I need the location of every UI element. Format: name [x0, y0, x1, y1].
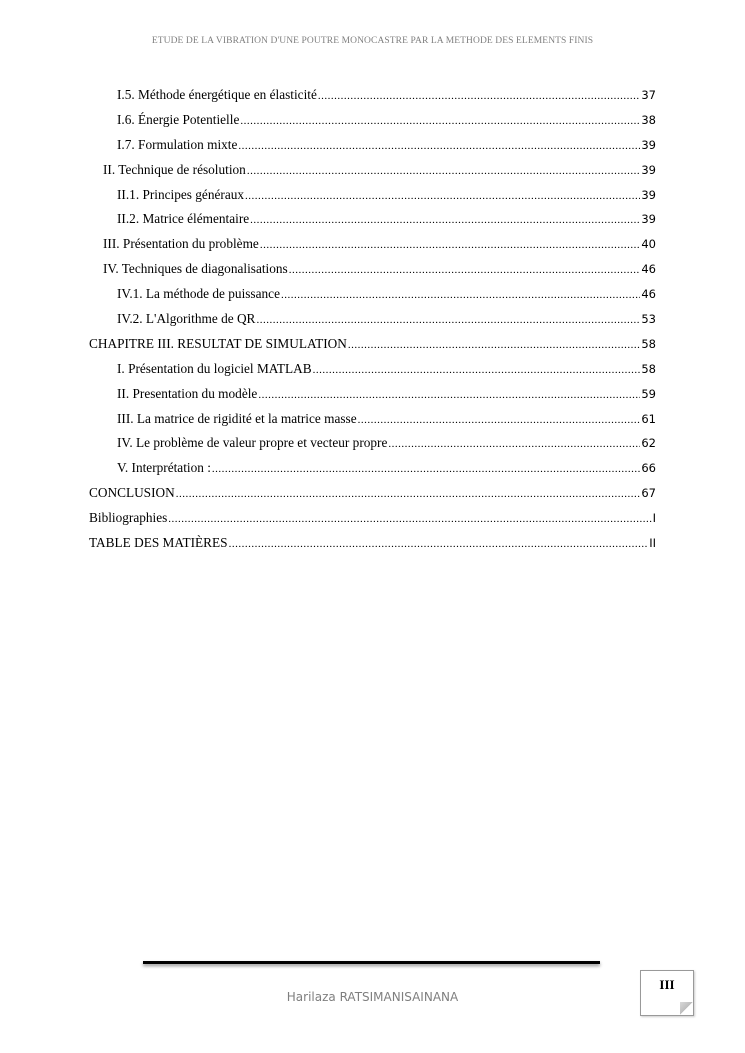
toc-entry-page: 62: [641, 436, 656, 451]
toc-leader-dots: [229, 538, 649, 550]
toc-entry-page: 39: [641, 212, 656, 227]
toc-entry[interactable]: [89, 336, 656, 361]
running-header: ETUDE DE LA VIBRATION D'UNE POUTRE MONOCASTRE PAR LA METHODE DES ELEMENTS FINIS: [151, 36, 594, 46]
toc-entry-title: II. Technique de résolution: [103, 161, 246, 177]
footer-divider: [143, 961, 600, 964]
toc-entry-title: I.6. Énergie Potentielle: [117, 111, 240, 127]
toc-entry-title: IV.2. L'Algorithme de QR: [117, 311, 256, 327]
footer-author: Harilaza RATSIMANISAINANA: [286, 990, 459, 1004]
toc-entry-title: TABLE DES MATIÈRES: [89, 535, 228, 551]
toc-entry-page: 37: [641, 88, 656, 102]
toc-leader-dots: [176, 488, 641, 500]
toc-entry-page: 46: [641, 262, 656, 277]
toc-leader-dots: [250, 214, 640, 226]
toc-entry[interactable]: [89, 261, 656, 286]
toc-leader-dots: [313, 364, 641, 376]
toc-entry[interactable]: [89, 187, 656, 212]
toc-entry[interactable]: [89, 162, 656, 187]
toc-entry[interactable]: [89, 435, 656, 460]
toc-entry-page: 61: [641, 411, 656, 426]
toc-entry-page: 39: [641, 162, 656, 177]
toc-leader-dots: [289, 264, 641, 276]
toc-entry[interactable]: [89, 137, 656, 162]
toc-entry-title: Bibliographies: [89, 510, 168, 526]
toc-entry[interactable]: [89, 286, 656, 311]
toc-entry-title: I.5. Méthode énergétique en élasticité: [117, 87, 317, 102]
toc-entry[interactable]: [89, 87, 656, 112]
toc-entry-title: I.7. Formulation mixte: [117, 136, 238, 152]
toc-leader-dots: [318, 90, 640, 102]
toc-entry[interactable]: [89, 510, 656, 535]
toc-entry-page: 58: [641, 361, 656, 376]
toc-leader-dots: [240, 115, 640, 127]
toc-entry-title: IV.1. La méthode de puissance: [117, 286, 280, 302]
toc-leader-dots: [256, 314, 640, 326]
page-number-box: [640, 970, 694, 1016]
toc-leader-dots: [212, 463, 640, 475]
toc-leader-dots: [348, 339, 641, 351]
toc-entry-page: 58: [641, 336, 656, 351]
toc-entry[interactable]: [89, 485, 656, 510]
toc-entry-title: CONCLUSION: [89, 485, 175, 501]
table-of-contents: [89, 87, 656, 560]
toc-entry[interactable]: [89, 311, 656, 336]
toc-entry[interactable]: [89, 236, 656, 261]
toc-entry-page: I: [652, 511, 656, 526]
toc-entry-title: III. Présentation du problème: [103, 236, 259, 252]
toc-entry-title: I. Présentation du logiciel MATLAB: [117, 360, 312, 376]
toc-entry-page: 67: [641, 486, 656, 501]
toc-entry-title: III. La matrice de rigidité et la matrice masse: [117, 410, 357, 426]
toc-entry-title: V. Interprétation :: [117, 460, 211, 476]
toc-entry-title: IV. Techniques de diagonalisations: [103, 261, 288, 277]
toc-entry-title: II.2. Matrice élémentaire: [117, 211, 250, 227]
toc-leader-dots: [247, 165, 641, 177]
toc-entry[interactable]: [89, 361, 656, 386]
toc-leader-dots: [168, 513, 651, 525]
toc-entry-title: IV. Le problème de valeur propre et vecteur propre: [117, 435, 388, 451]
page-number: III: [659, 977, 675, 992]
toc-entry-page: 66: [641, 461, 656, 476]
toc-entry[interactable]: [89, 535, 656, 560]
toc-entry[interactable]: [89, 411, 656, 436]
toc-entry[interactable]: [89, 386, 656, 411]
toc-entry[interactable]: [89, 211, 656, 236]
toc-entry-page: 39: [641, 187, 656, 202]
toc-entry-page: II: [649, 536, 656, 551]
toc-leader-dots: [358, 414, 641, 426]
toc-leader-dots: [238, 140, 640, 152]
toc-entry-page: 59: [641, 386, 656, 401]
toc-entry-title: II.1. Principes généraux: [117, 186, 245, 202]
toc-entry[interactable]: [89, 460, 656, 485]
toc-leader-dots: [260, 239, 641, 251]
toc-leader-dots: [258, 389, 640, 401]
toc-entry[interactable]: [89, 112, 656, 137]
toc-entry-title: II. Presentation du modèle: [117, 385, 258, 401]
toc-entry-page: 46: [641, 287, 656, 302]
toc-entry-page: 39: [641, 137, 656, 152]
toc-entry-page: 38: [641, 112, 656, 127]
toc-entry-page: 53: [641, 312, 656, 327]
page-curl-icon: [680, 1002, 693, 1015]
toc-leader-dots: [388, 438, 640, 450]
toc-leader-dots: [281, 289, 640, 301]
toc-entry-page: 40: [641, 237, 656, 252]
toc-entry-title: CHAPITRE III. RESULTAT DE SIMULATION: [89, 335, 347, 351]
toc-leader-dots: [245, 190, 640, 202]
